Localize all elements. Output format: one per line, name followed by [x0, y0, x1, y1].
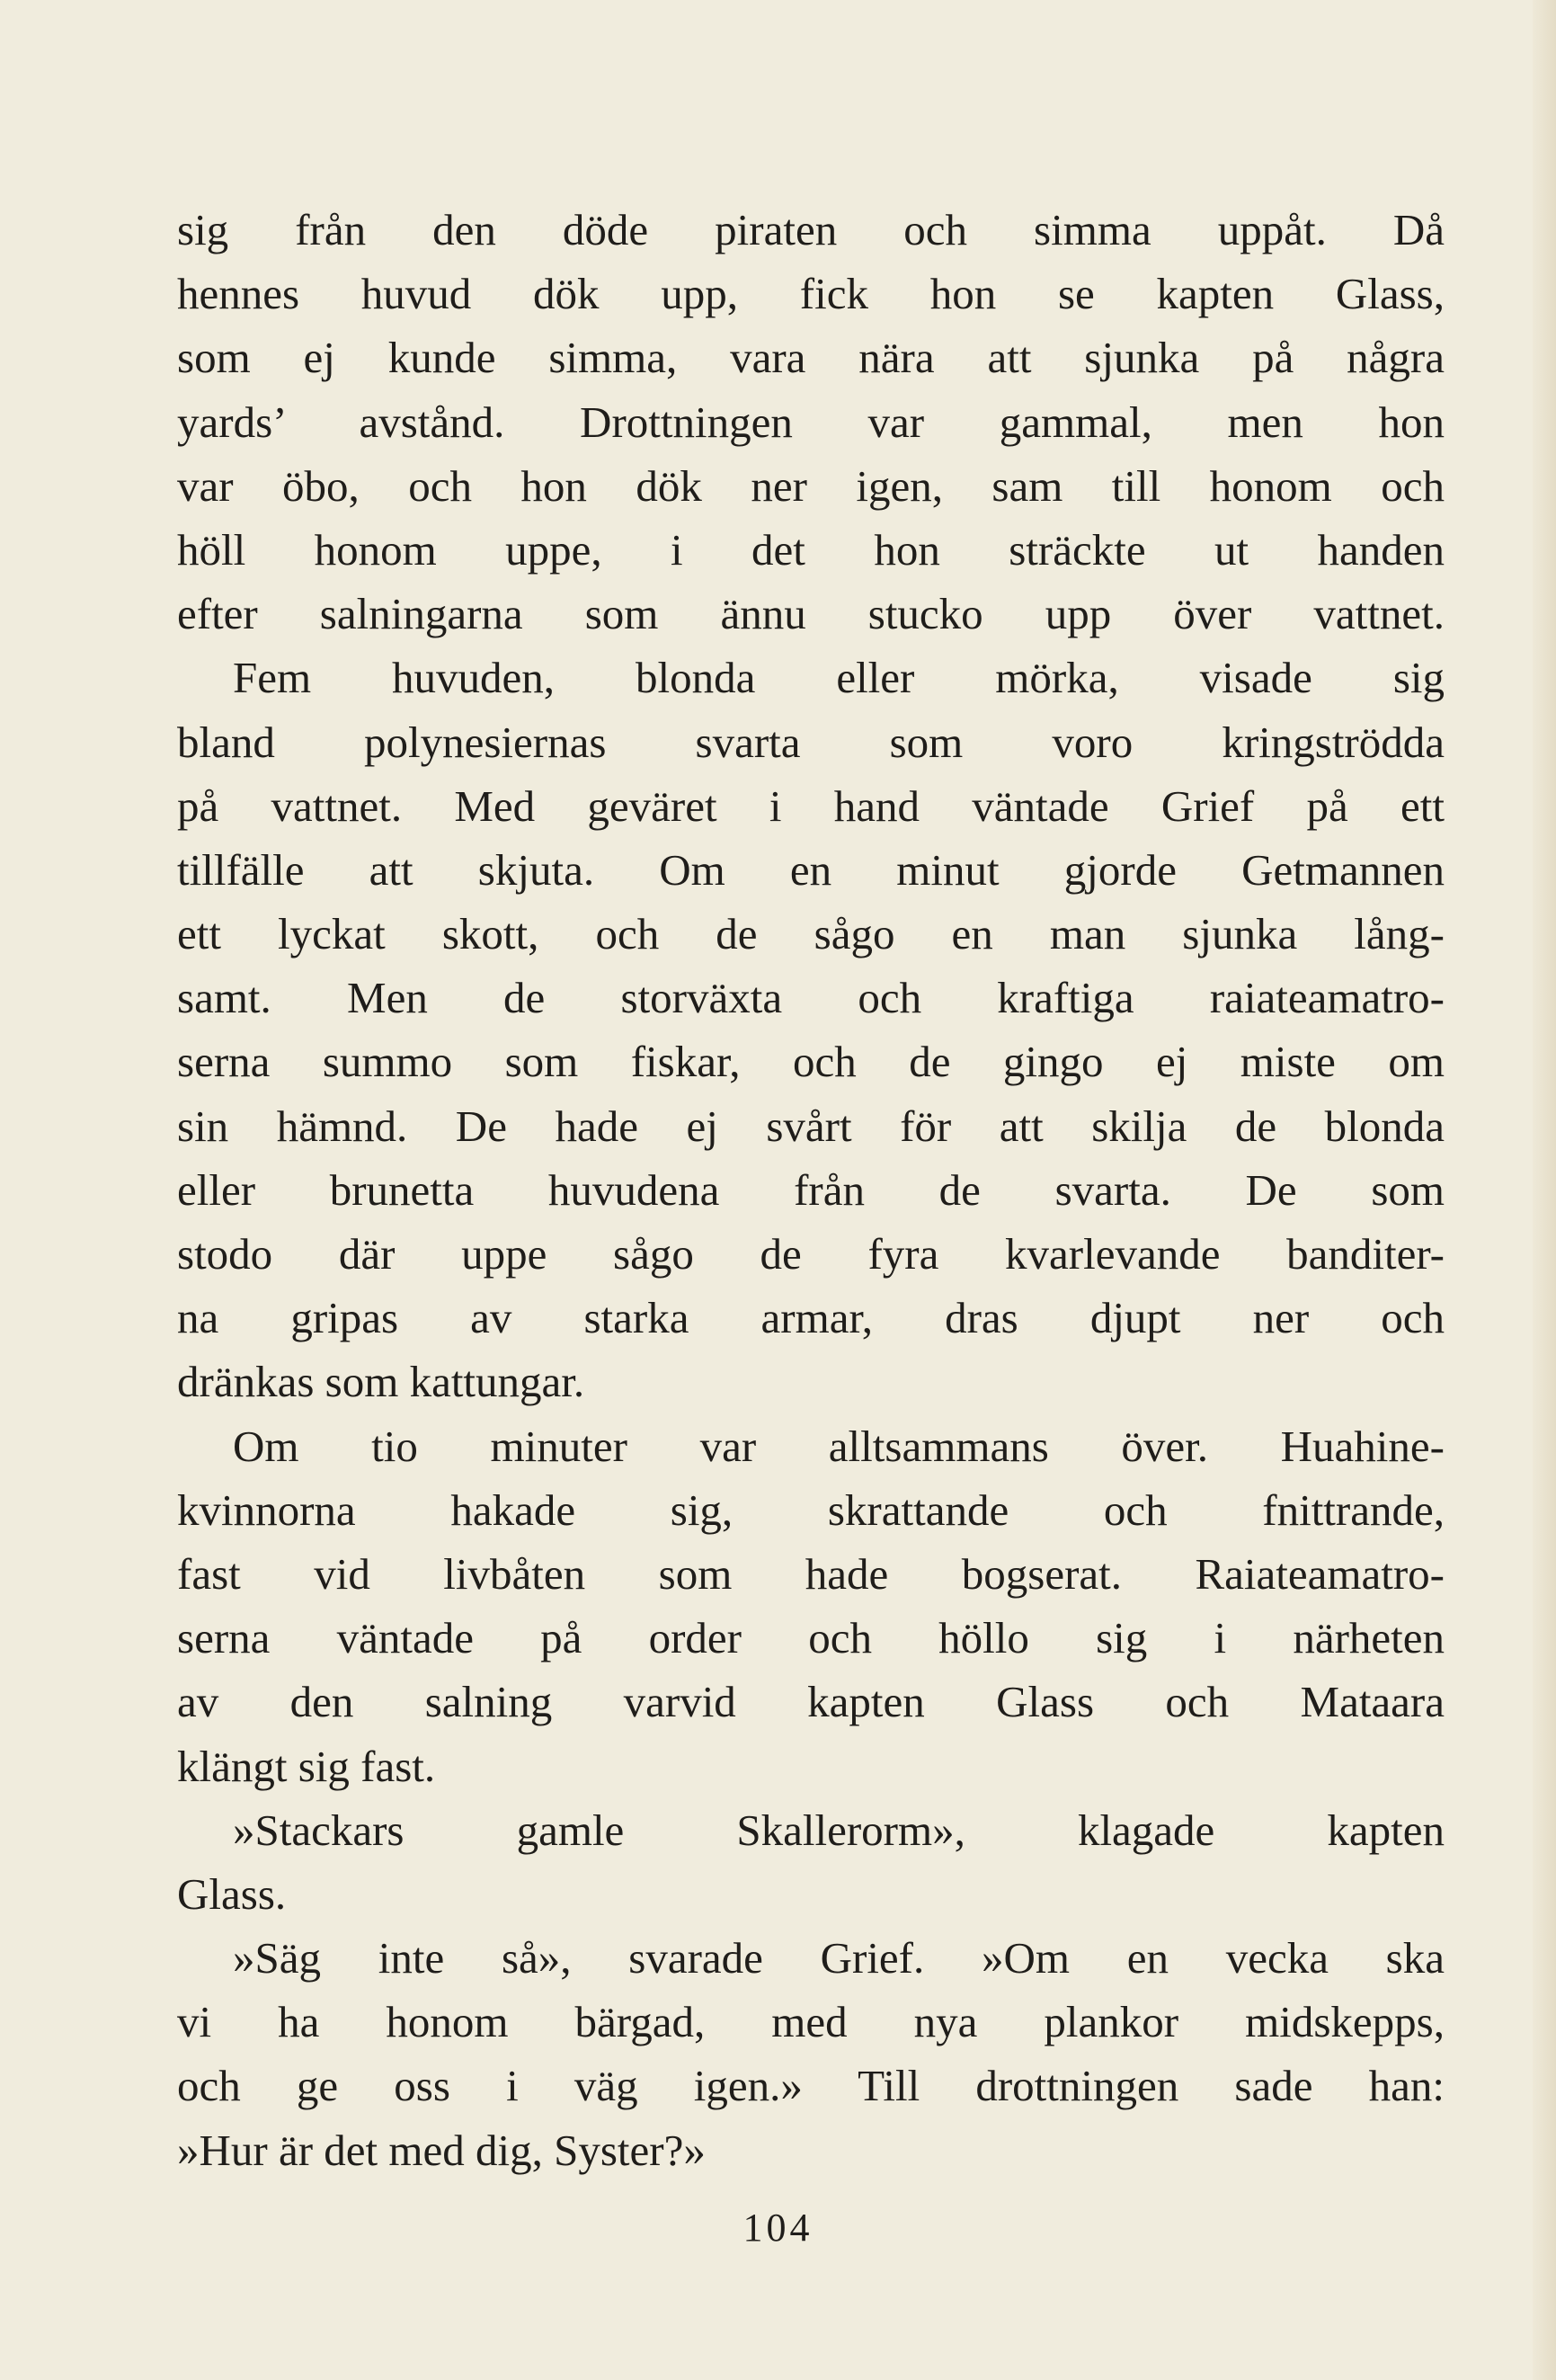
text-line: var öbo, och hon dök ner igen, sam till honom och: [177, 460, 1445, 511]
text-line: sin hämnd. De hade ej svårt för att skilja de blonda: [177, 1101, 1445, 1151]
text-line: na gripas av starka armar, dras djupt ner och: [177, 1293, 1445, 1343]
text-line: »Stackars gamle Skallerorm», klagade kapten: [233, 1805, 1445, 1855]
text-line: bland polynesiernas svarta som voro kringströdda: [177, 717, 1445, 767]
text-line: tillfälle att skjuta. Om en minut gjorde Getmannen: [177, 844, 1445, 895]
text-line: Fem huvuden, blonda eller mörka, visade sig: [233, 653, 1445, 703]
text-line: sig från den döde piraten och simma uppåt. Då: [177, 205, 1445, 254]
text-line: yards’ avstånd. Drottningen var gammal, men hon: [177, 397, 1445, 447]
text-line: av den salning varvid kapten Glass och Mataara: [177, 1677, 1445, 1727]
text-line: Glass.: [177, 1868, 287, 1919]
text-line: serna väntade på order och höllo sig i närheten: [177, 1613, 1445, 1663]
text-line: vi ha honom bärgad, med nya plankor midskepps,: [177, 1997, 1445, 2047]
text-line: höll honom uppe, i det hon sträckte ut handen: [177, 524, 1445, 575]
text-line: dränkas som kattungar.: [177, 1357, 585, 1407]
body-text: [177, 198, 1445, 2182]
page-number: 104: [742, 2206, 814, 2250]
text-line: efter salningarna som ännu stucko upp över vattnet.: [177, 589, 1445, 639]
text-line: som ej kunde simma, vara nära att sjunka på några: [177, 333, 1445, 383]
text-line: och ge oss i väg igen.» Till drottningen sade han:: [177, 2061, 1445, 2111]
page-edge: [1533, 0, 1556, 2380]
text-line: eller brunetta huvudena från de svarta. De som: [177, 1164, 1445, 1215]
text-line: samt. Men de storväxta och kraftiga raiateamatro-: [177, 973, 1445, 1023]
text-line: kvinnorna hakade sig, skrattande och fnittrande,: [177, 1484, 1445, 1535]
text-line: ett lyckat skott, och de sågo en man sjunka lång-: [177, 909, 1445, 959]
text-line: klängt sig fast.: [177, 1741, 436, 1791]
text-line: fast vid livbåten som hade bogserat. Raiateamatro-: [177, 1548, 1445, 1599]
text-line: serna summo som fiskar, och de gingo ej miste om: [177, 1037, 1445, 1087]
text-line: Om tio minuter var alltsammans över. Huahine-: [233, 1421, 1445, 1471]
text-line: stodo där uppe sågo de fyra kvarlevande banditer-: [177, 1229, 1445, 1279]
text-line: »Säg inte så», svarade Grief. »Om en vecka ska: [233, 1933, 1445, 1983]
text-line: på vattnet. Med geväret i hand väntade Grief på ett: [177, 780, 1445, 831]
text-line: hennes huvud dök upp, fick hon se kapten Glass,: [177, 269, 1445, 319]
text-line: »Hur är det med dig, Syster?»: [177, 2125, 706, 2175]
